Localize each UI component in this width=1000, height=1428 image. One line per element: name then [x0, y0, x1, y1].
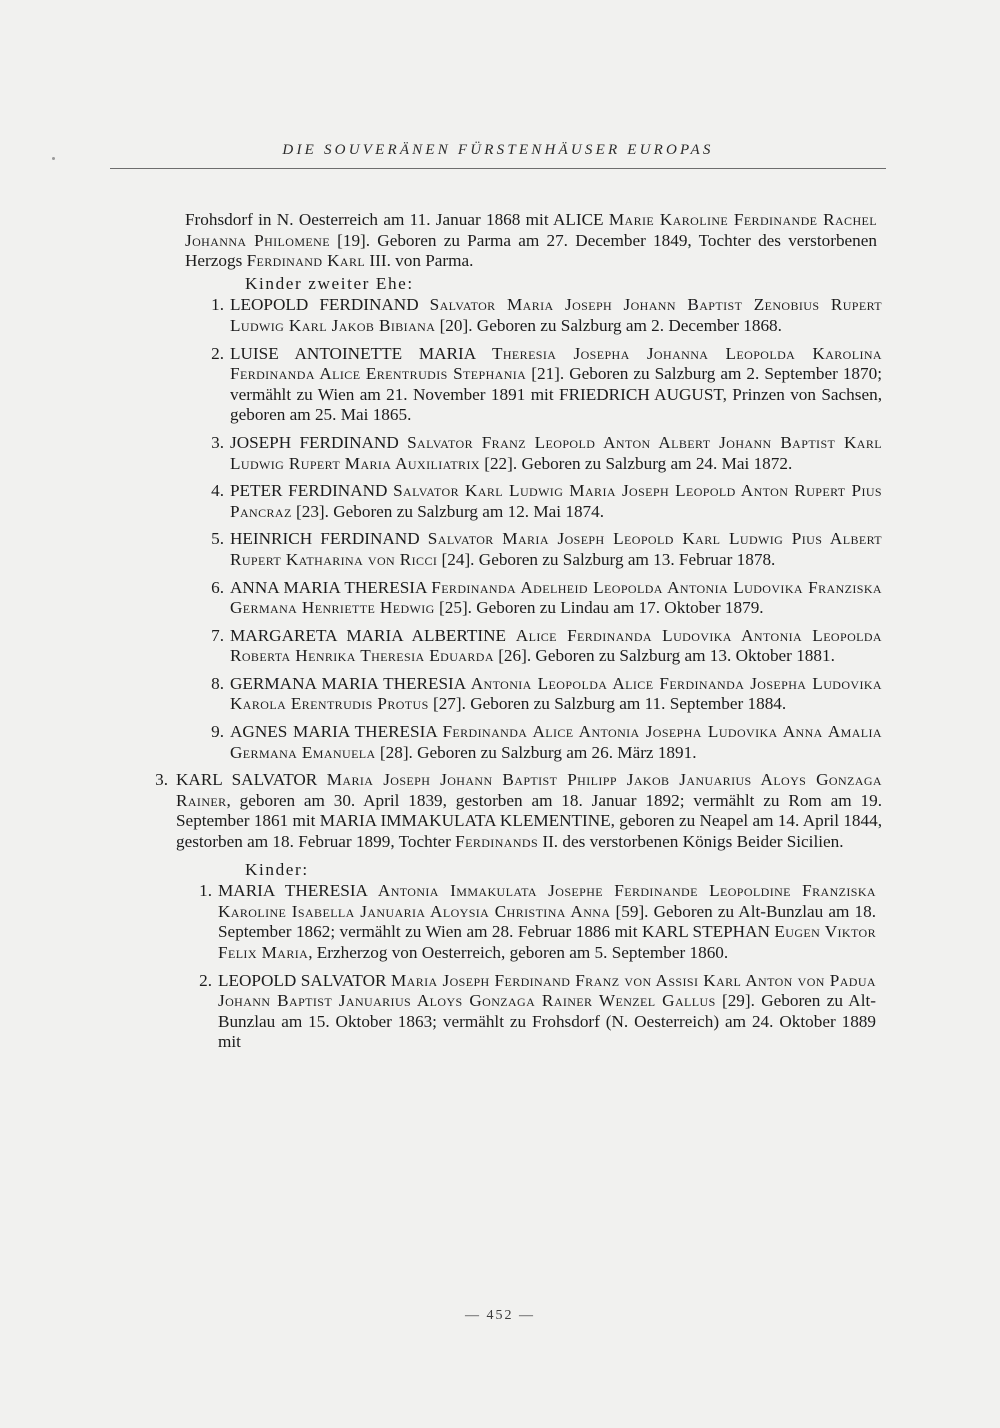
entry-name: LUISE ANTOINETTE MARIA — [230, 343, 492, 363]
entry-text — [230, 433, 882, 474]
kinder-heading-karl: Kinder: — [245, 859, 309, 879]
entry-number: 6. — [211, 577, 224, 597]
entry-given-names: Ferdinanda Adelheid Leopolda Antonia Ludovika Franziska Germana Henriette Hedwig — [230, 577, 882, 618]
entry-text-rest: , Erzherzog von Oesterreich, geboren am 5. September 1860. — [308, 943, 729, 962]
entry-name: MARIA THERESIA — [218, 881, 378, 901]
entry-number: 1. — [199, 881, 212, 901]
entry-text — [230, 626, 882, 667]
entry-text — [230, 722, 882, 763]
entry-text — [218, 881, 876, 963]
entry-text-rest: [23]. Geboren zu Salzburg am 12. Mai 1874. — [291, 501, 605, 521]
entry-given-names: Alice Ferdinanda Ludovika Antonia Leopolda Roberta Henrika Theresia Eduarda — [230, 625, 883, 666]
entry-spouse-names: Eugen Viktor Felix Maria — [218, 922, 876, 962]
intro-text-1: Frohsdorf in N. Oesterreich am 11. Januar 1868 mit ALICE — [185, 210, 609, 229]
entry-text — [230, 674, 882, 715]
entry-text-2: II. des verstorbenen Königs Beider Sicilien. — [538, 832, 844, 852]
entry-text-rest: [24]. Geboren zu Salzburg am 13. Februar 1878. — [437, 549, 776, 569]
entry-given-names: Salvator Karl Ludwig Maria Joseph Leopold Anton Rupert Pius Pancraz — [230, 481, 883, 521]
entry-text-rest: [20]. Geboren zu Salzburg am 2. December 1868. — [435, 315, 782, 335]
entry-text-rest: [28]. Geboren zu Salzburg am 26. März 1891. — [375, 742, 697, 762]
children-karl-list — [0, 881, 1000, 1053]
entry-text — [230, 529, 882, 570]
intro-names: Marie Karoline Ferdinande Rachel Johanna Philomene — [185, 210, 877, 250]
intro-text-2: [19]. Geboren zu Parma am 27. December 1849, Tochter des verstorbenen Herzogs — [185, 230, 877, 271]
page-speck — [52, 157, 55, 160]
entry-number: 2. — [199, 970, 212, 990]
entry-name: HEINRICH FERDINAND — [230, 529, 428, 549]
children-second-marriage-list — [0, 295, 1000, 763]
entry-father-name: Ferdinands — [455, 832, 539, 852]
child-entry — [0, 578, 1000, 619]
header-rule — [110, 168, 886, 169]
entry-given-names: Ferdinanda Alice Antonia Josepha Ludovika Anna Amalia Germana Emanuela — [230, 722, 882, 762]
entry-given-names: Salvator Maria Joseph Johann Baptist Zenobius Rupert Ludwig Karl Jakob Bibiana — [230, 295, 882, 335]
entry-text-mid: [59]. Geboren zu Alt-Bunzlau am 18. September 1862; vermählt zu Wien am 28. Februar 1886 mit KARL STEPHAN — [218, 901, 876, 942]
intro-father-name: Ferdinand Karl — [246, 251, 366, 271]
running-header: DIE SOUVERÄNEN FÜRSTENHÄUSER EUROPAS — [282, 142, 714, 158]
entry-text — [218, 971, 876, 1053]
entry-text-rest: [21]. Geboren zu Salzburg am 2. September 1870; vermählt zu Wien am 21. November 1891 mit FRIEDRICH AUGUST, Prinzen von Sachsen, geboren am 25. Mai 1865. — [230, 364, 882, 425]
entry-given-names: Salvator Franz Leopold Anton Albert Johann Baptist Karl Ludwig Rupert Maria Auxiliatrix — [230, 432, 882, 473]
child-entry — [0, 529, 1000, 570]
kinder-heading-second-marriage: Kinder zweiter Ehe: — [245, 273, 414, 293]
child-entry — [0, 481, 1000, 522]
entry-name: GERMANA MARIA THERESIA — [230, 673, 471, 693]
child-entry — [0, 626, 1000, 667]
entry-karl-salvator — [0, 770, 1000, 852]
entry-text — [230, 344, 882, 426]
entry-text-mid: [29]. Geboren zu Alt-Bunzlau am 15. Oktober 1863; vermählt zu Frohsdorf (N. Oesterreich) am 24. Oktober 1889 mit — [218, 991, 876, 1052]
child-entry — [0, 295, 1000, 336]
entry-given-names: Salvator Maria Joseph Leopold Karl Ludwig Pius Albert Rupert Katharina von Ricci — [230, 529, 882, 569]
entry-text — [230, 295, 882, 336]
child-entry — [0, 881, 1000, 963]
child-entry — [0, 344, 1000, 426]
intro-text-3: III. von Parma. — [365, 251, 474, 271]
entry-text-1: , geboren am 30. April 1839, gestorben am 18. Januar 1892; vermählt zu Rom am 19. September 1861 mit MARIA IMMAKULATA KLEMENTINE, geboren zu Neapel am 14. April 1844, gestorben am 18. Februar 1899, Tochter — [176, 790, 882, 852]
entry-number: 7. — [211, 625, 224, 645]
entry-name: MARGARETA MARIA ALBERTINE — [230, 625, 516, 645]
entry-text-rest: [27]. Geboren zu Salzburg am 11. September 1884. — [428, 694, 787, 714]
child-entry — [0, 971, 1000, 1053]
entry-name: ANNA MARIA THERESIA — [230, 577, 432, 597]
entry-number: 9. — [211, 722, 224, 742]
entry-given-names: Antonia Immakulata Josephe Ferdinande Leopoldine Franziska Karoline Isabella Januaria Aloysia Christina Anna — [218, 881, 876, 921]
entry-name: KARL SALVATOR — [176, 770, 327, 790]
entry-number: 4. — [211, 481, 224, 501]
entry-text-rest: [25]. Geboren zu Lindau am 17. Oktober 1879. — [434, 598, 764, 618]
entry-text-rest: [26]. Geboren zu Salzburg am 13. Oktober 1881. — [493, 646, 835, 666]
entry-given-names: Maria Joseph Johann Baptist Philipp Jakob Januarius Aloys Gonzaga Rainer — [176, 770, 882, 810]
entry-number: 8. — [211, 673, 224, 693]
entry-text — [230, 481, 882, 522]
entry-name: AGNES MARIA THERESIA — [230, 722, 443, 742]
entry-name: LEOPOLD FERDINAND — [230, 295, 430, 315]
entry-name: LEOPOLD SALVATOR — [218, 970, 391, 990]
entry-number: 3. — [211, 432, 224, 452]
entry-text-rest: [22]. Geboren zu Salzburg am 24. Mai 1872. — [479, 453, 793, 473]
entry-text — [176, 770, 882, 852]
child-entry — [0, 674, 1000, 715]
entry-given-names: Theresia Josepha Johanna Leopolda Karolina Ferdinanda Alice Erentrudis Stephania — [230, 343, 882, 384]
entry-number: 2. — [211, 343, 224, 363]
entry-number: 5. — [211, 529, 224, 549]
entry-name: PETER FERDINAND — [230, 481, 394, 501]
entry-given-names: Antonia Leopolda Alice Ferdinanda Josepha Ludovika Karola Erentrudis Protus — [230, 673, 882, 714]
page-number: — 452 — — [465, 1308, 535, 1323]
entry-name: JOSEPH FERDINAND — [230, 432, 408, 452]
entry-number: 3. — [155, 770, 168, 790]
page-body — [0, 210, 1000, 1060]
intro-paragraph — [185, 210, 877, 272]
child-entry — [0, 722, 1000, 763]
entry-number: 1. — [211, 295, 224, 315]
entry-given-names: Maria Joseph Ferdinand Franz von Assisi Karl Anton von Padua Johann Baptist Januarius Aloys Gonzaga Rainer Wenzel Gallus — [218, 970, 876, 1011]
child-entry — [0, 433, 1000, 474]
entry-text — [230, 578, 882, 619]
